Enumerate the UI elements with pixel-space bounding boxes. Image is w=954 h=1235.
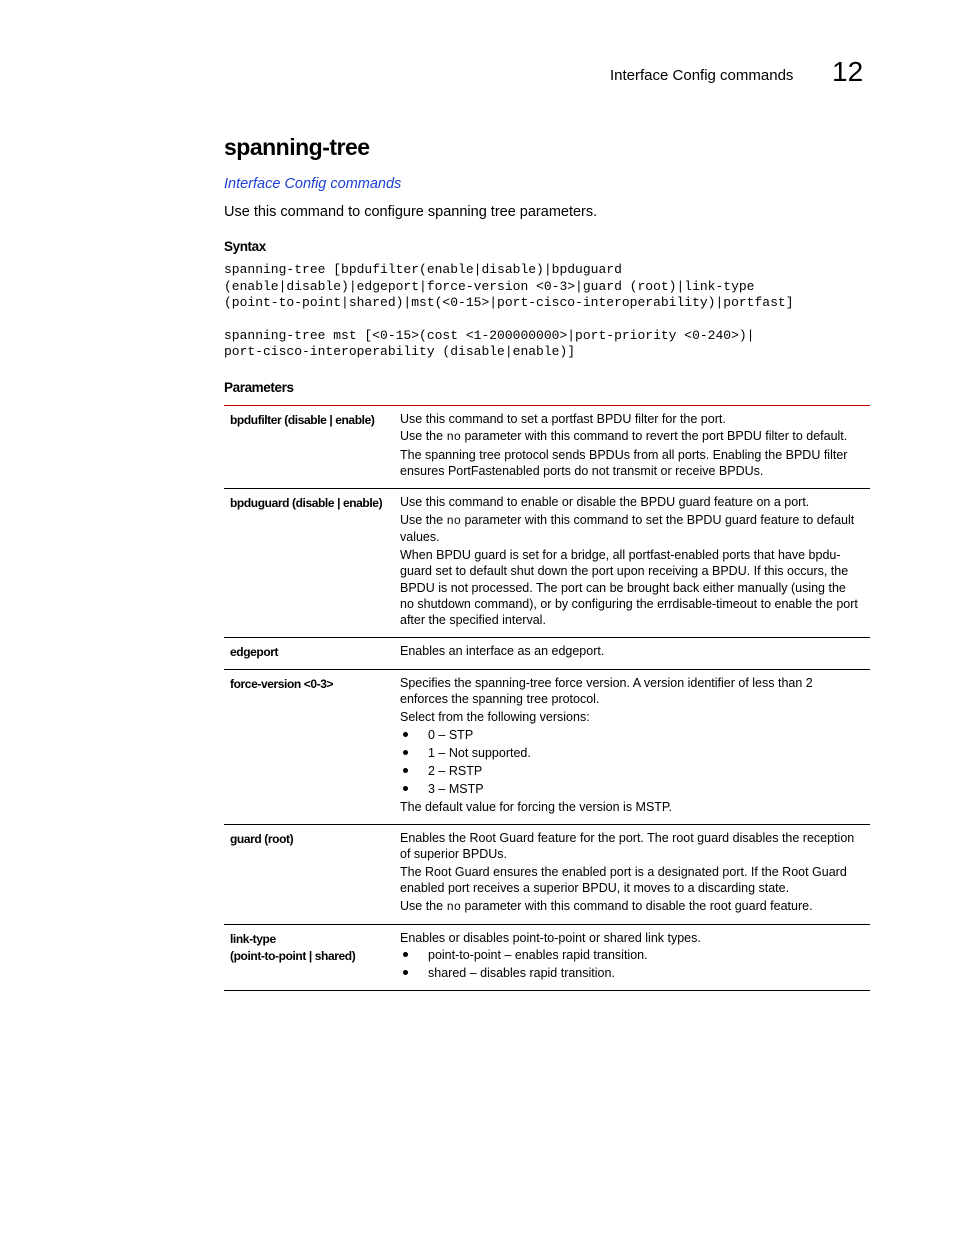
desc-paragraph: When BPDU guard is set for a bridge, all portfast-enabled ports that have bpdu-guard set to default shut down the port upon receiving a BPDU. If this occurs, the BPDU is not processed. The port can be brought back either manually (using the no shutdown command), or by configuring the errdisable-timeout to enable the port after the specified interval. xyxy=(400,548,858,628)
param-term: edgeport xyxy=(230,645,279,660)
syntax-heading: Syntax xyxy=(224,239,266,254)
desc-paragraph: The Root Guard ensures the enabled port is a designated port. If the Root Guard enabled port receives a superior BPDU, it moves to a discarding state. xyxy=(400,864,847,896)
table-row xyxy=(224,405,870,489)
link-type-list xyxy=(400,947,862,981)
param-description xyxy=(400,489,870,638)
desc-paragraph: The default value for forcing the version is MSTP. xyxy=(400,799,673,814)
section-title: Interface Config commands xyxy=(610,67,794,84)
breadcrumb-link[interactable]: Interface Config commands xyxy=(224,176,402,192)
intro-text: Use this command to configure spanning tree parameters. xyxy=(224,204,598,220)
list-item: 0 – STP xyxy=(400,727,862,743)
bullet-icon xyxy=(403,750,408,755)
syntax-line: spanning-tree [bpdufilter(enable|disable)|bpduguard xyxy=(224,262,622,277)
param-description xyxy=(400,405,870,489)
desc-paragraph: Use the no parameter with this command to disable the root guard feature. xyxy=(400,898,813,914)
desc-paragraph: The spanning tree protocol sends BPDUs from all ports. Enabling the BPDU filter ensures PortFastenabled ports do not transmit or receive BPDUs. xyxy=(400,448,848,479)
param-term: guard (root) xyxy=(230,831,294,846)
syntax-line: spanning-tree mst [<0-15>(cost <1-200000000>|port-priority <0-240>)| xyxy=(224,327,755,343)
code-keyword: no xyxy=(446,430,461,445)
table-row xyxy=(224,638,870,670)
param-description xyxy=(400,638,870,670)
param-term: bpduguard (disable | enable) xyxy=(230,496,383,511)
desc-paragraph: Enables an interface as an edgeport. xyxy=(400,644,605,659)
parameters-table xyxy=(224,405,870,992)
desc-paragraph: Use this command to enable or disable the BPDU guard feature on a port. xyxy=(400,495,810,510)
bullet-icon xyxy=(403,732,408,737)
syntax-block xyxy=(224,262,870,361)
syntax-line: (point-to-point|shared)|mst(<0-15>|port-cisco-interoperability)|portfast] xyxy=(224,295,794,310)
syntax-line: (enable|disable)|edgeport|force-version <0-3>|guard (root)|link-type xyxy=(224,278,755,294)
param-description xyxy=(400,924,870,991)
list-item: 2 – RSTP xyxy=(400,763,862,779)
param-term: force-version <0-3> xyxy=(230,677,334,692)
bullet-icon xyxy=(403,786,408,791)
desc-paragraph: Specifies the spanning-tree force version. A version identifier of less than 2 enforces the spanning tree protocol. xyxy=(400,676,813,707)
version-list xyxy=(400,727,862,797)
param-term: bpdufilter (disable | enable) xyxy=(230,412,375,427)
desc-paragraph: Select from the following versions: xyxy=(400,710,590,725)
main-content xyxy=(224,130,870,991)
running-header xyxy=(610,56,870,94)
desc-paragraph: Enables the Root Guard feature for the port. The root guard disables the reception of superior BPDUs. xyxy=(400,830,855,861)
list-item: shared – disables rapid transition. xyxy=(400,965,862,981)
syntax-line: port-cisco-interoperability (disable|enable)] xyxy=(224,344,576,359)
chapter-number: 12 xyxy=(832,56,864,87)
list-item: 1 – Not supported. xyxy=(400,745,862,761)
bullet-icon xyxy=(403,768,408,773)
table-row xyxy=(224,924,870,991)
desc-paragraph: Enables or disables point-to-point or shared link types. xyxy=(400,930,701,945)
param-description xyxy=(400,824,870,924)
desc-paragraph: Use the no parameter with this command to revert the port BPDU filter to default. xyxy=(400,429,848,445)
code-keyword: no xyxy=(446,513,461,528)
desc-paragraph: Use the no parameter with this command to set the BPDU guard feature to default values. xyxy=(400,512,855,545)
param-term: link-type (point-to-point | shared) xyxy=(230,931,356,963)
code-keyword: no xyxy=(446,899,461,914)
table-row xyxy=(224,824,870,924)
list-item: point-to-point – enables rapid transition. xyxy=(400,947,862,963)
bullet-icon xyxy=(403,952,408,957)
table-row xyxy=(224,489,870,638)
desc-paragraph: Use this command to set a portfast BPDU filter for the port. xyxy=(400,411,726,426)
param-description xyxy=(400,670,870,825)
page-title: spanning-tree xyxy=(224,134,370,160)
bullet-icon xyxy=(403,970,408,975)
table-row xyxy=(224,670,870,825)
parameters-heading: Parameters xyxy=(224,379,294,395)
list-item: 3 – MSTP xyxy=(400,781,862,797)
